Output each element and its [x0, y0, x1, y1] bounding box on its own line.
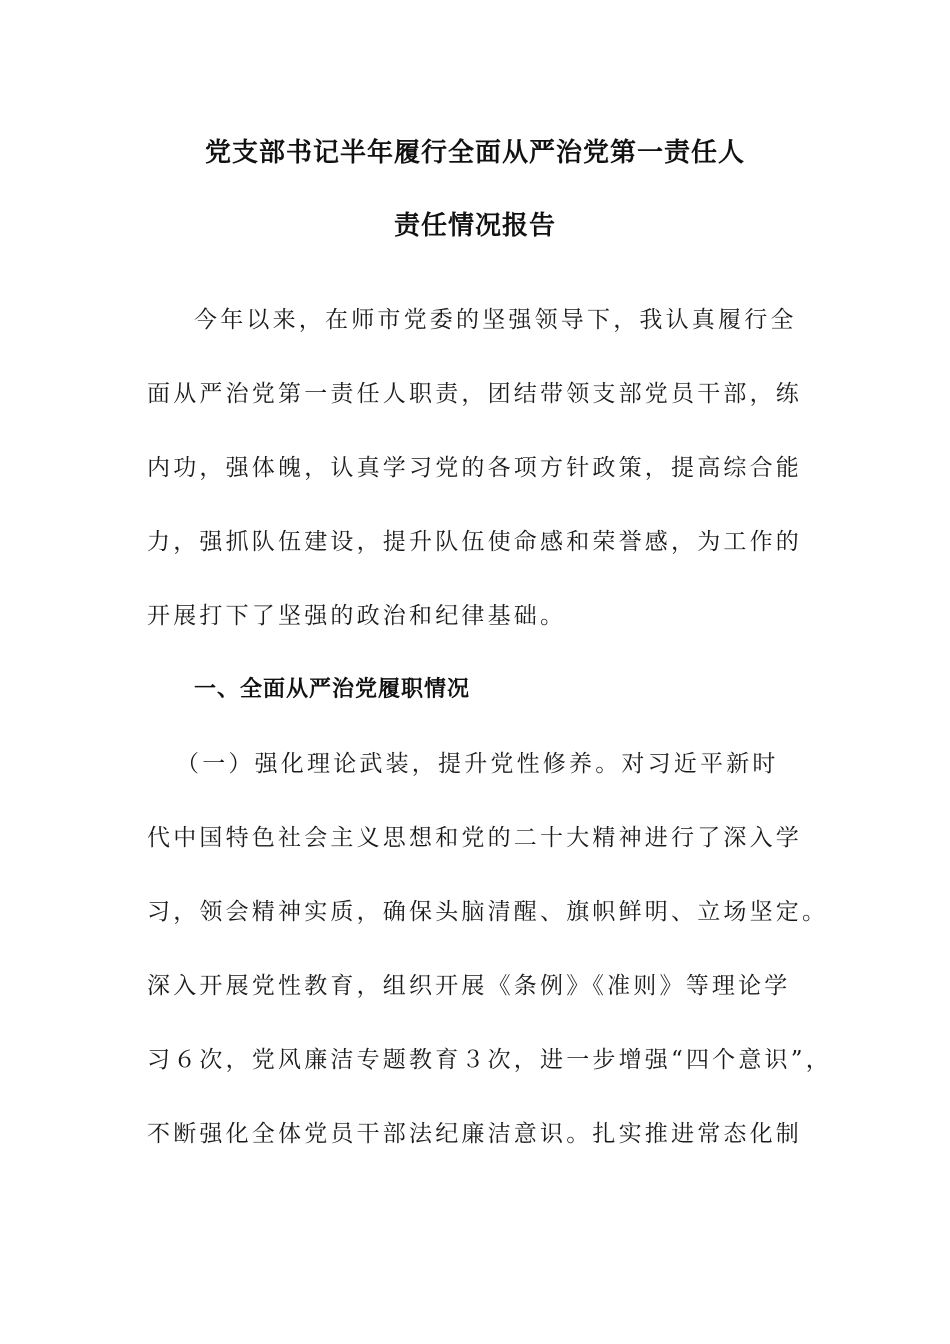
document-title-line-1: 党支部书记半年履行全面从严治党第一责任人	[204, 138, 745, 168]
intro-line-4: 力，强抓队伍建设，提升队伍使命感和荣誉感，为工作的	[147, 529, 802, 555]
section-1-line-5: 习６次，党风廉洁专题教育３次，进一步增强“四个意识”，	[147, 1047, 832, 1073]
intro-line-1: 今年以来，在师市党委的坚强领导下，我认真履行全	[194, 307, 797, 333]
section-1-line-6: 不断强化全体党员干部法纪廉洁意识。扎实推进常态化制	[147, 1121, 802, 1147]
intro-line-3: 内功，强体魄，认真学习党的各项方针政策，提高综合能	[147, 455, 802, 481]
section-1-line-4: 深入开展党性教育，组织开展《条例》《准则》等理论学	[147, 973, 791, 999]
intro-line-2: 面从严治党第一责任人职责，团结带领支部党员干部，练	[147, 381, 802, 407]
intro-line-5: 开展打下了坚强的政治和纪律基础。	[147, 603, 567, 629]
section-1-line-3: 习，领会精神实质，确保头脑清醒、旗帜鲜明、立场坚定。	[147, 899, 829, 925]
document-title-line-2: 责任情况报告	[393, 211, 556, 241]
section-1-line-1: （一）强化理论武装，提升党性修养。对习近平新时	[176, 751, 779, 777]
section-1-line-2: 代中国特色社会主义思想和党的二十大精神进行了深入学	[147, 825, 802, 851]
section-1-heading: 一、全面从严治党履职情况	[194, 677, 471, 702]
